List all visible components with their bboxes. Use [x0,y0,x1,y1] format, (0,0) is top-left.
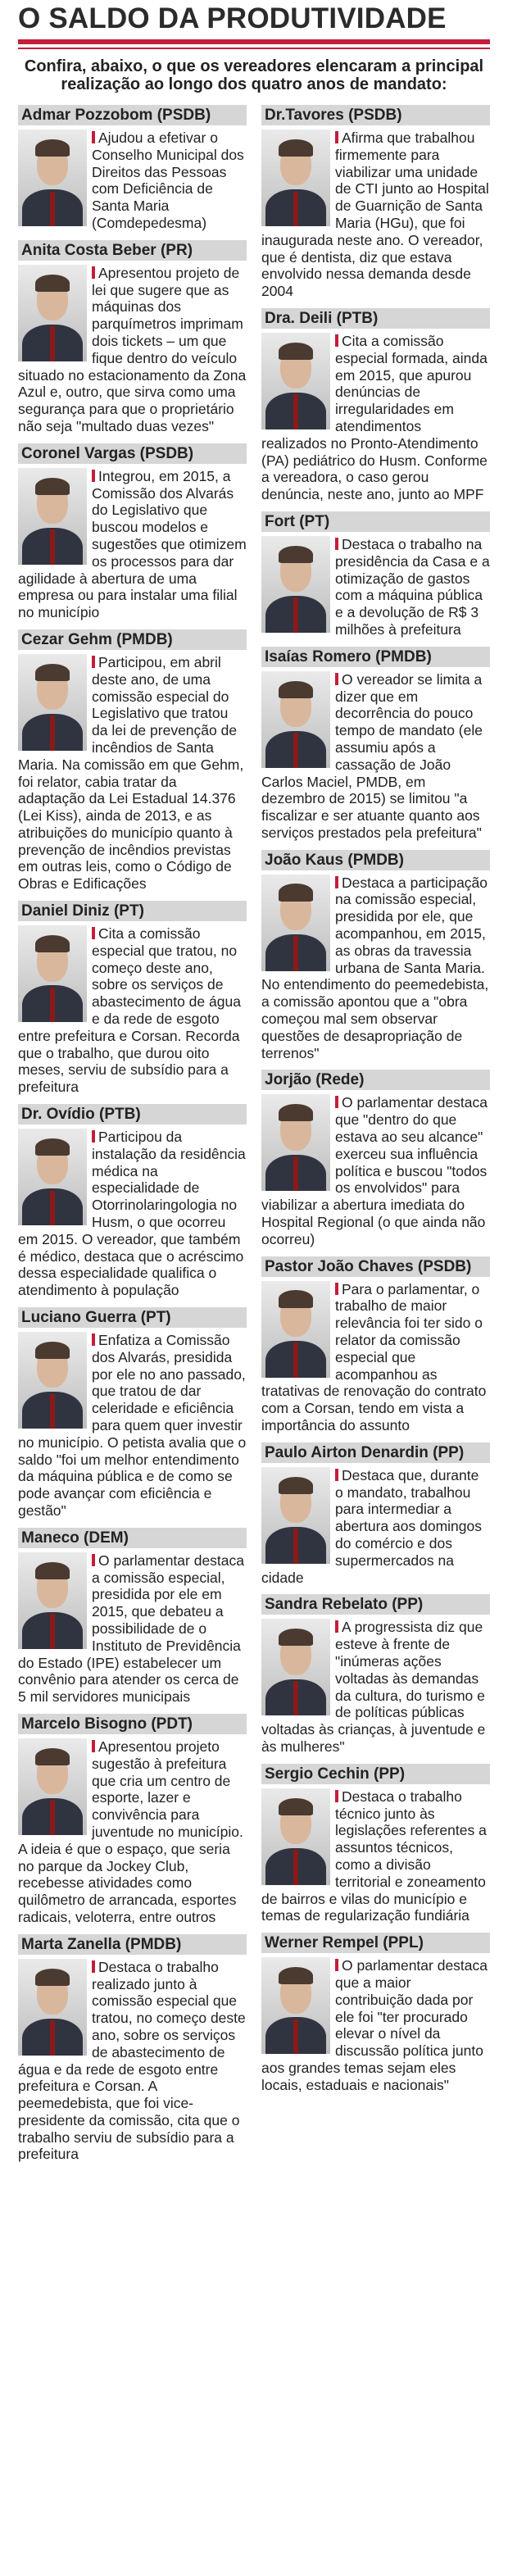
councillor-photo [18,129,87,226]
councillor-entry [18,629,247,893]
red-bullet-bar [335,673,338,685]
councillor-photo [261,536,330,633]
councillor-entry [18,1528,247,1706]
councillor-photo [261,1281,330,1378]
achievement-description: O vereador se limita a dizer que em decorrência do pouco tempo de mandato (ele assumiu após a cassação de João Carlos Maciel, PMDB, em dezembro de 2015) se limitou "a fiscalizar e ser atuante quanto aos serviços prestados pela prefeitura" [261,670,483,841]
councillor-name: Dra. Deili (PTB) [261,308,490,329]
achievement-description: Participou, em abril deste ano, de uma comissão especial do Legislativo que tratou da lei de prevenção de incêndios de Santa Maria. Na comissão em que Gehm, foi relator, cabia tratar da adaptação da Lei Estadual 14.376 (Lei Kiss), ainda de 2013, e as atribuições do município quanto à prevenção de incêndios previstas em outras leis, como o Código de Obras e Edificações [18,653,244,893]
councillor-photo [261,129,330,226]
columns [18,105,490,2163]
councillor-entry [261,105,490,300]
councillor-photo [18,654,87,751]
page-subtitle: Confira, abaixo, o que os vereadores elencaram a principal realização ao longo dos quatro anos de mandato: [24,57,484,93]
achievement-description: Destaca o trabalho técnico junto às legislações referentes a assuntos técnicos, como a divisão territorial e zoneamento de bairros e vilas do município e temas de regularização fundiária [261,1788,487,1924]
achievement-description: Ajudou a efetivar o Conselho Municipal dos Direitos das Pessoas com Deficiência de Santa Maria (Comdepedesma) [92,129,244,231]
red-bullet-bar [335,1790,338,1802]
councillor-entry [261,1933,490,2093]
entry-body [261,1277,490,1434]
entry-body [261,1784,490,1924]
councillor-name: Sandra Rebelato (PP) [261,1594,490,1615]
councillor-name: Luciano Guerra (PT) [18,1307,247,1328]
councillor-name: Dr.Tavores (PSDB) [261,105,490,125]
councillor-photo [261,1467,330,1564]
councillor-name: Maneco (DEM) [18,1528,247,1548]
red-bullet-bar [92,1960,95,1973]
left-column [18,105,247,2163]
councillor-photo [18,265,87,361]
councillor-entry [18,1714,247,1926]
councillor-entry [261,1764,490,1924]
entry-body [18,464,247,621]
councillor-photo [261,1957,330,2054]
achievement-description: O parlamentar destaca a comissão especial, presidida por ele em 2015, que debateu a possibilidade de o Instituto de Previdência do Estado (IPE) estabelecer um convênio para atender os cerca de 5 mil servidores municipais [18,1552,245,1706]
red-bullet-bar [92,1333,95,1346]
red-bullet-bar [335,1620,338,1633]
councillor-photo [261,1094,330,1191]
achievement-description: Destaca a participação na comissão especial, presidida por ele, que acompanhou, em 2015, as obras da travessia urbana de Santa Maria. No entendimento do peemedebista, a comissão apontou que a "obra começou mal sem observar questões de desapropriação de terrenos" [261,874,489,1061]
councillor-name: Paulo Airton Denardin (PP) [261,1442,490,1463]
councillor-name: Isaías Romero (PMDB) [261,647,490,667]
entry-body [261,532,490,638]
councillor-name: Cezar Gehm (PMDB) [18,629,247,650]
red-bullet-bar [335,1096,338,1108]
red-bullet-bar [92,131,95,143]
achievement-description: O parlamentar destaca que a maior contribuição dada por ele foi "ter procurado elevar o nível da discussão política junto aos grandes temas sejam eles locais, estaduais e nacionais" [261,1957,488,2093]
councillor-entry [261,850,490,1062]
achievement-description: Destaca o trabalho realizado junto à comissão especial que tratou, no começo deste ano, sobre os serviços de abastecimento de água e da rede de esgoto entre prefeitura e Corsan. A peemedebista, que foi vice-presidente da comissão, cita que o trabalho serviu de subsídio para a prefeitura [18,1958,246,2163]
achievement-description: Integrou, em 2015, a Comissão dos Alvarás do Legislativo que buscou modelos e sugestões que otimizem os processos para dar agilidade à abertura de uma empresa ou para instalar uma filial no município [18,467,247,621]
red-bullet-bar [92,266,95,279]
red-bullet-bar [335,876,338,888]
councillor-photo [261,875,330,971]
entry-body [261,125,490,300]
councillor-entry [18,105,247,232]
councillor-entry [261,647,490,842]
red-bullet-bar [335,131,338,143]
entry-body [18,650,247,893]
councillor-photo [18,1332,87,1429]
achievement-description: Cita a comissão especial que tratou, no começo deste ano, sobre os serviços de abastecimento de água e da rede de esgoto entre prefeitura e Corsan. Recorda que o trabalho, que durou oito meses, serviu de subsídio para a prefeitura [18,925,241,1096]
councillor-name: Admar Pozzobom (PSDB) [18,105,247,125]
red-bullet-bar [335,1959,338,1971]
entry-body [18,1955,247,2164]
entry-body [18,261,247,435]
entry-body [261,1090,490,1247]
achievement-description: Afirma que trabalhou firmemente para viabilizar uma unidade de CTI junto ao Hospital de Guarnição de Santa Maria (HGu), que foi inaugurada neste ano. O vereador, que é dentista, diz que estava envolvido nessa demanda desde 2004 [261,129,489,300]
councillor-photo [18,1738,87,1835]
achievement-description: Enfatiza a Comissão dos Alvarás, presidida por ele no ano passado, que tratou de dar celeridade e eficiência para quem quer investir no município. O petista avalia que o saldo "foi um melhor entendimento da máquina pública e de como se pode avançar com eficiência e gestão" [18,1332,247,1519]
councillor-name: Anita Costa Beber (PR) [18,240,247,261]
councillor-entry [18,1104,247,1299]
entry-body [261,667,490,842]
red-bullet-bar [335,538,338,550]
councillor-photo [261,1619,330,1715]
entry-body [18,1124,247,1299]
councillor-entry [261,1256,490,1434]
councillor-photo [18,1959,87,2056]
entry-body [18,921,247,1096]
achievement-description: O parlamentar destaca que "dentro do que estava ao seu alcance" exerceu sua influência política e buscou "todos os envolvidos" para viabilizar a abertura imediata do Hospital Regional (o que ainda não ocorreu) [261,1094,488,1247]
achievement-description: Cita a comissão especial formada, ainda em 2015, que apurou denúncias de irregularidades em atendimentos realizados no Pronto-Atendimento (PA) pediátrico do Husm. Conforme a vereadora, o caso gerou denúncia, neste ano, junto ao MPF [261,332,488,503]
achievement-description: Apresentou projeto sugestão à prefeitura que cria um centro de esporte, lazer e convivência para juventude no município. A ideia é que o espaço, que seria no parque da Jockey Club, recebesse atividades como quilômetro de arrancada, esportes radicais, veloterra, entre outros [18,1738,243,1925]
achievement-description: Para o parlamentar, o trabalho de maior relevância foi ter sido o relator da comissão especial que acompanhou as tratativas de renovação do contrato com a Corsan, tendo em vista a importância do assunto [261,1280,487,1433]
entry-body [261,329,490,503]
achievement-description: Destaca o trabalho na presidência da Casa e a otimização de gastos com a máquina pública e a devolução de R$ 3 milhões à prefeitura [335,535,490,638]
councillor-name: Fort (PT) [261,511,490,532]
red-bullet-bar [92,656,95,668]
councillor-photo [261,671,330,768]
councillor-entry [261,511,490,638]
councillor-entry [18,901,247,1096]
achievement-description: Destaca que, durante o mandato, trabalhou para intermediar a abertura aos domingos do comércio e dos supermercados na cidade [261,1466,482,1586]
councillor-entry [18,240,247,435]
right-column [261,105,490,2163]
councillor-name: Marcelo Bisogno (PDT) [18,1714,247,1734]
councillor-name: Jorjão (Rede) [261,1070,490,1090]
councillor-photo [261,1788,330,1885]
entry-body [18,1548,247,1706]
councillor-photo [18,1129,87,1225]
councillor-entry [261,1070,490,1247]
red-bullet-bar [335,334,338,347]
red-bullet-bar [92,1740,95,1752]
entry-body [18,125,247,232]
councillor-entry [261,1442,490,1587]
achievement-description: Apresentou projeto de lei que sugere que as máquinas dos parquímetros imprimam dois tickets – um que fique dentro do veículo situado no estacionamento da Zona Azul e, outro, que sirva como uma segurança para que o proprietário não seja "multado duas vezes" [18,264,247,434]
councillor-name: Daniel Diniz (PT) [18,901,247,921]
red-bullet-bar [335,1283,338,1295]
councillor-photo [18,1552,87,1649]
red-bullet-bar [92,1130,95,1143]
red-bullet-bar [92,927,95,939]
entry-body [261,870,490,1062]
councillor-name: João Kaus (PMDB) [261,850,490,870]
councillor-name: Dr. Ovídio (PTB) [18,1104,247,1124]
entry-body [261,1615,490,1755]
title-rule-thin [18,48,490,49]
entry-body [261,1953,490,2093]
councillor-photo [18,925,87,1022]
councillor-photo [261,333,330,429]
councillor-entry [18,443,247,621]
councillor-name: Werner Rempel (PPL) [261,1933,490,1953]
entry-body [261,1463,490,1587]
page-title: O SALDO DA PRODUTIVIDADE [18,2,447,34]
councillor-photo [18,468,87,565]
councillor-name: Sergio Cechin (PP) [261,1764,490,1784]
red-bullet-bar [92,1554,95,1566]
achievement-description: Participou da instalação da residência médica na especialidade de Otorrinolaringologia no Husm, o que ocorreu em 2015. O vereador, que também é médico, destaca que o acréscimo dessa especialidade qualifica o atendimento à população [18,1129,246,1299]
councillor-entry [18,1307,247,1520]
councillor-name: Pastor João Chaves (PSDB) [261,1256,490,1277]
councillor-entry [261,1594,490,1755]
achievement-description: A progressista diz que esteve à frente de "inúmeras ações voltadas às demandas da cultura, do turismo e de políticas públicas voltadas às crianças, à juventude e às mulheres" [261,1619,486,1755]
entry-body [18,1734,247,1926]
entry-body [18,1328,247,1520]
red-bullet-bar [335,1469,338,1481]
councillor-entry [18,1934,247,2164]
councillor-name: Coronel Vargas (PSDB) [18,443,247,464]
red-bullet-bar [92,470,95,482]
councillor-entry [261,308,490,503]
title-rule [18,39,490,44]
councillor-name: Marta Zanella (PMDB) [18,1934,247,1955]
